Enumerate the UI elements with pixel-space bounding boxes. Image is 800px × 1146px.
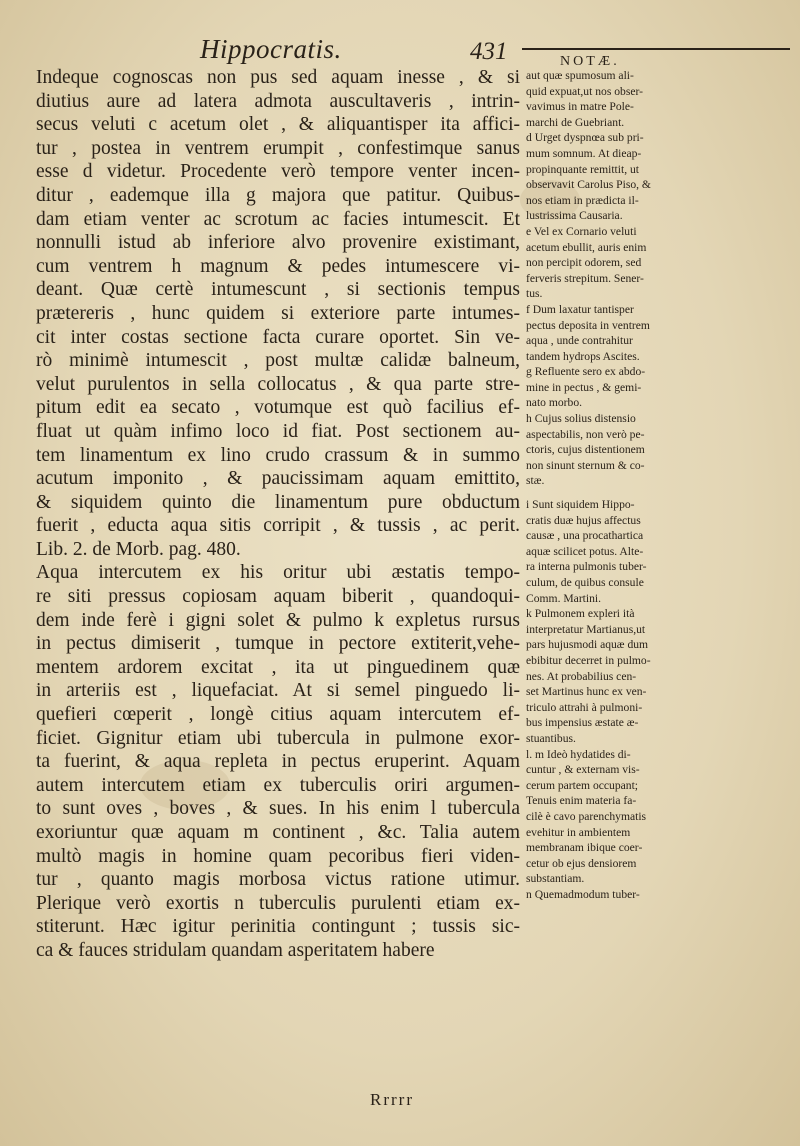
note-line: mine in pectus , & gemi- bbox=[526, 380, 642, 394]
page-number: 431 bbox=[470, 38, 508, 65]
note-line: observavit Carolus Piso, & bbox=[526, 178, 651, 192]
note-line: g Refluente sero ex abdo- bbox=[526, 365, 646, 379]
note-line: Comm. Martini. bbox=[526, 591, 602, 605]
notes-heading: NOTÆ. bbox=[560, 54, 620, 69]
note-line: mum somnum. At dieap- bbox=[526, 146, 642, 160]
note-line: non percipit odorem, sed bbox=[526, 256, 642, 270]
note-line: culum, de quibus consule bbox=[526, 576, 644, 589]
note-line: aut quæ spumosum ali- bbox=[526, 69, 634, 82]
note-line: bus impensius æstate æ- bbox=[526, 716, 639, 730]
note-line: set Martinus hunc ex ven- bbox=[526, 685, 647, 699]
note-line: substantiam. bbox=[526, 872, 585, 886]
main-text-line: ta fuerint, & aqua repleta in pectus eruperint. Aquam bbox=[36, 751, 520, 773]
header-rule bbox=[522, 48, 790, 50]
main-text-line: tem linamentum ex lino crudo crassum & in summo bbox=[36, 444, 520, 466]
note-line: ferveris strepitum. Sener- bbox=[526, 271, 644, 285]
note-line: membranam ibique coer- bbox=[526, 841, 643, 855]
main-text-line: velut purulentos in sella collocatus , & qua parte stre- bbox=[36, 373, 520, 395]
main-text-line: dem inde ferè i gigni solet & pulmo k expletus rursus bbox=[36, 609, 520, 631]
note-line: pectus deposita in ventrem bbox=[526, 318, 650, 332]
note-line: propinquante remittit, ut bbox=[526, 162, 640, 176]
note-line: n Quemadmodum tuber- bbox=[526, 887, 640, 901]
main-text-line: autem intercutem etiam ex tuberculis oriri argumen- bbox=[36, 774, 520, 796]
note-line: tandem hydrops Ascites. bbox=[526, 349, 640, 363]
note-line: nato morbo. bbox=[526, 396, 583, 410]
main-text-line: fluat ut quàm infimo loco id fiat. Post sectionem au- bbox=[36, 420, 520, 442]
main-text-line: tur , postea in ventrem erumpit , confestimque sanus bbox=[36, 137, 520, 159]
main-text-line: to sunt oves , boves , & sues. In his enim l tubercula bbox=[36, 798, 520, 820]
main-text-line: fuerit , educta aqua sitis corripit , & tussis , ac perit. bbox=[36, 515, 520, 537]
running-title: Hippocratis. bbox=[200, 34, 342, 64]
note-line: lustrissima Causaria. bbox=[526, 209, 623, 223]
main-text-line: exoriuntur quæ aquam m continent , &c. Talia autem bbox=[36, 822, 520, 843]
main-text-line: ca & fauces stridulam quandam asperitatem habere bbox=[36, 939, 435, 961]
note-line: f Dum laxatur tantisper bbox=[526, 302, 634, 316]
main-text-line: stiterunt. Hæc igitur perinitia contingunt ; tussis sic- bbox=[36, 916, 520, 938]
note-line: aqua , unde contrahitur bbox=[526, 334, 633, 348]
main-text-line: nonnulli istud ab inferiore alvo provenire existimant, bbox=[36, 232, 520, 254]
note-line: aspectabilis, non verò pe- bbox=[526, 427, 645, 441]
main-text-line: acutum imponito , & paucissimam aquam emittito, bbox=[36, 468, 520, 490]
note-line: cratis duæ hujus affectus bbox=[526, 513, 641, 527]
main-text-line: & siquidem quinto die linamentum pure obductum bbox=[36, 491, 520, 513]
main-text-line: Plerique verò exortis n tuberculis purulenti etiam ex- bbox=[36, 892, 520, 914]
note-line: e Vel ex Cornario veluti bbox=[526, 224, 637, 238]
note-line: ebibitur decerret in pulmo- bbox=[526, 653, 651, 667]
note-line: nos etiam in prædicta il- bbox=[526, 193, 639, 207]
note-line: triculo attrahi à pulmoni- bbox=[526, 700, 643, 714]
main-text-line: cit inter costas sectione facta curare oportet. Sin ve- bbox=[36, 326, 520, 348]
main-text-line: esse d videtur. Procedente verò tempore venter incen- bbox=[36, 161, 520, 183]
main-text-line: Aqua intercutem ex his oritur ubi æstatis tempo- bbox=[36, 562, 520, 584]
note-line: cerum partem occupant; bbox=[526, 778, 639, 792]
note-line: i Sunt siquidem Hippo- bbox=[526, 498, 635, 512]
main-text-line: mentem ardorem excitat , ita ut pinguedinem quæ bbox=[36, 656, 520, 678]
main-text-line: ditur , eademque illa g majora que patitur. Quibus- bbox=[36, 184, 520, 206]
note-line: h Cujus solius distensio bbox=[526, 412, 636, 426]
main-text-line: in arteriis est , liquefaciat. At si semel pinguedo li- bbox=[36, 680, 520, 702]
main-text-line: pitum edit ea secato , votumque est quò facilius ef- bbox=[36, 397, 520, 419]
main-text-line: Indeque cognoscas non pus sed aquam inesse , & si bbox=[36, 67, 520, 88]
main-text-line: Lib. 2. de Morb. pag. 480. bbox=[36, 538, 241, 560]
main-text-line: deant. Quæ certè intumescunt , si sectionis tempus bbox=[36, 279, 520, 301]
note-line: ctoris, cujus distentionem bbox=[526, 443, 645, 457]
main-text-line: dam etiam venter ac scrotum ac facies intumescit. Et bbox=[36, 208, 520, 230]
note-line: d Urget dyspnœa sub pri- bbox=[526, 131, 644, 145]
note-line: cilè è cavo parenchymatis bbox=[526, 809, 647, 823]
main-text-column bbox=[36, 66, 520, 963]
note-line: Tenuis enim materia fa- bbox=[526, 794, 637, 808]
note-line: acetum ebullit, auris enim bbox=[526, 240, 647, 254]
note-line: stæ. bbox=[526, 474, 545, 488]
main-text-line: rò minimè intumescit , post multæ calidæ balneum, bbox=[36, 350, 520, 372]
note-line: ra interna pulmonis tuber- bbox=[526, 560, 647, 574]
note-line: pars hujusmodi aquæ dum bbox=[526, 638, 649, 652]
main-text-line: quefieri cœperit , longè citius aquam intercutem ef- bbox=[36, 704, 520, 726]
note-line: cetur ob ejus densiorem bbox=[526, 856, 637, 870]
note-line: vavimus in matre Pole- bbox=[526, 100, 634, 114]
note-line: evehitur in ambientem bbox=[526, 825, 631, 839]
main-text-line: prætereris , hunc quidem si exteriore parte intumes- bbox=[36, 302, 520, 324]
page-header bbox=[0, 34, 800, 69]
note-spacer bbox=[526, 489, 792, 497]
note-line: marchi de Guebriant. bbox=[526, 115, 625, 129]
note-line: nes. At probabilius cen- bbox=[526, 669, 637, 683]
note-line: l. m Ideò hydatides di- bbox=[526, 747, 631, 761]
main-text-line: cum ventrem h magnum & pedes intumescere vi- bbox=[36, 255, 520, 277]
main-text-line: diutius aure ad latera admota auscultaveris , intrin- bbox=[36, 90, 520, 112]
note-line: tus. bbox=[526, 287, 543, 301]
note-line: non sinunt sternum & co- bbox=[526, 458, 645, 472]
main-text-line: secus veluti c acetum olet , & aliquantisper ita affici- bbox=[36, 114, 520, 136]
note-line: interpretatur Martianus,ut bbox=[526, 622, 646, 636]
main-text-line: tur , quanto magis morbosa victus ratione utimur. bbox=[36, 869, 520, 891]
main-text-line: ficiet. Gignitur etiam ubi tubercula in pulmone exor- bbox=[36, 727, 520, 749]
note-line: stuantibus. bbox=[526, 731, 576, 745]
main-text-line: re siti pressus copiosam aquam biberit , quandoqui- bbox=[36, 586, 520, 608]
main-text-line: in pectus dimiserit , tumque in pectore extiterit,vehe- bbox=[36, 633, 520, 655]
note-line: aquæ scilicet potus. Alte- bbox=[526, 544, 644, 558]
note-line: cuntur , & externam vis- bbox=[526, 763, 640, 777]
signature-mark: Rrrrr bbox=[370, 1090, 414, 1109]
notes-column bbox=[526, 68, 792, 902]
note-line: causæ , una procathartica bbox=[526, 529, 644, 543]
note-line: quid expuat,ut nos obser- bbox=[526, 84, 643, 98]
note-line: k Pulmonem expleri ità bbox=[526, 607, 635, 621]
main-text-line: multò magis in homine quam pecoribus fieri viden- bbox=[36, 845, 520, 867]
